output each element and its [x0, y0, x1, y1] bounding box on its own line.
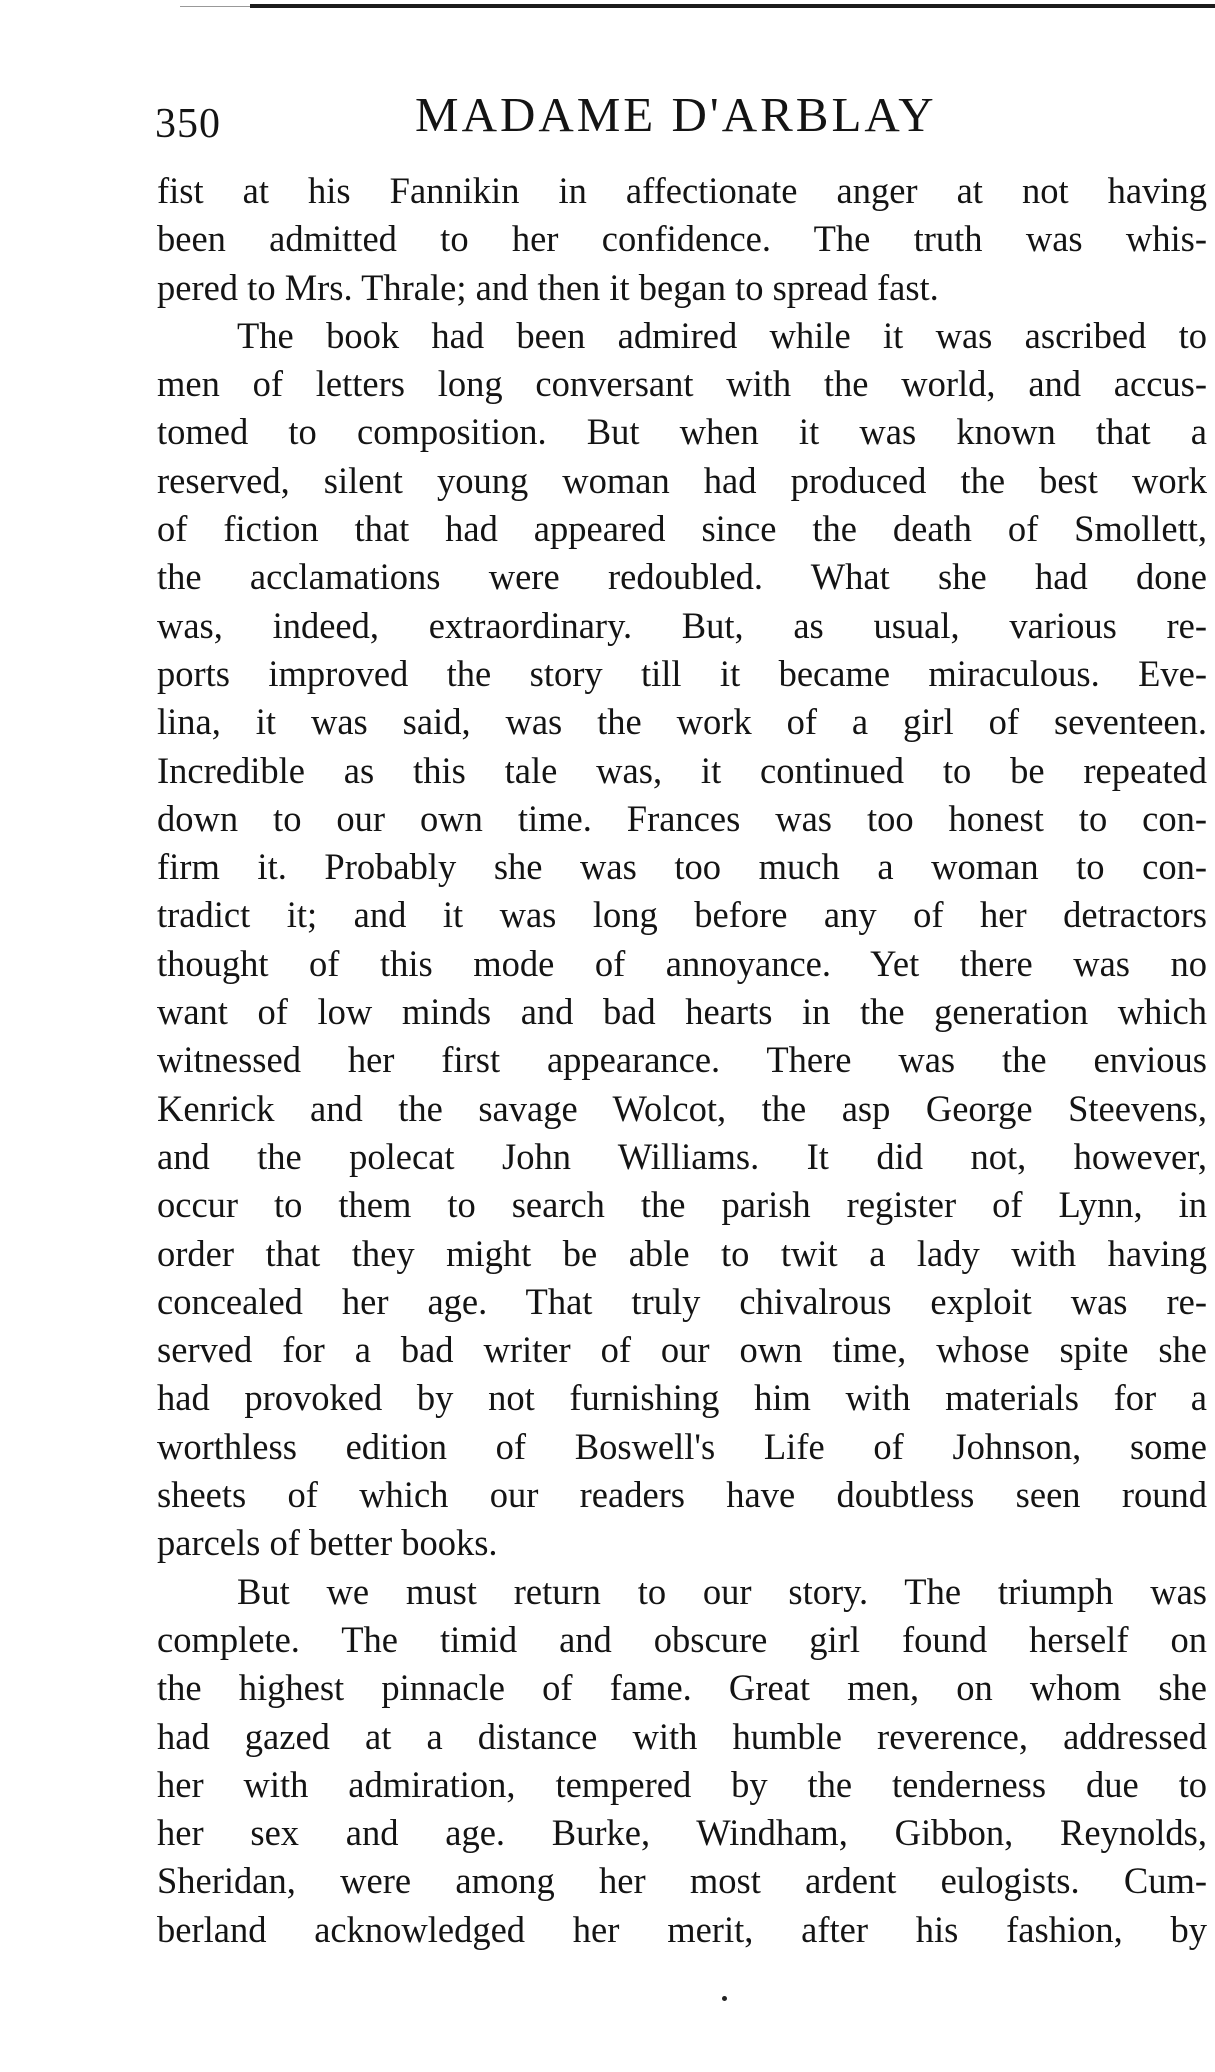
- running-title: MADAME D'ARBLAY: [415, 87, 937, 142]
- text-line: tomed to composition. But when it was known that a: [157, 411, 1207, 453]
- body-text: [157, 167, 1207, 1954]
- text-line: the highest pinnacle of fame. Great men, on whom she: [157, 1667, 1207, 1709]
- text-line: Incredible as this tale was, it continued to be repeated: [157, 749, 1207, 791]
- text-line: pered to Mrs. Thrale; and then it began to spread fast.: [157, 266, 939, 308]
- text-line: been admitted to her confidence. The truth was whis-: [157, 218, 1207, 260]
- text-line: thought of this mode of annoyance. Yet there was no: [157, 942, 1207, 984]
- text-line: lina, it was said, was the work of a girl of seventeen.: [157, 701, 1207, 743]
- text-line: The book had been admired while it was ascribed to: [237, 314, 1207, 356]
- text-line: tradict it; and it was long before any of her detractors: [157, 894, 1207, 936]
- text-line: ports improved the story till it became miraculous. Eve-: [157, 652, 1207, 694]
- text-line: her with admiration, tempered by the tenderness due to: [157, 1763, 1207, 1805]
- text-line: down to our own time. Frances was too honest to con-: [157, 797, 1207, 839]
- text-line: of fiction that had appeared since the death of Smollett,: [157, 508, 1207, 550]
- text-line: served for a bad writer of our own time, whose spite she: [157, 1329, 1207, 1371]
- text-line: complete. The timid and obscure girl found herself on: [157, 1618, 1207, 1660]
- text-line: her sex and age. Burke, Windham, Gibbon, Reynolds,: [157, 1812, 1207, 1854]
- text-line: concealed her age. That truly chivalrous exploit was re-: [157, 1280, 1207, 1322]
- text-line: men of letters long conversant with the world, and accus-: [157, 363, 1207, 405]
- text-line: witnessed her first appearance. There was the envious: [157, 1039, 1207, 1081]
- page-header: [155, 86, 1205, 146]
- text-line: Kenrick and the savage Wolcot, the asp George Steevens,: [157, 1087, 1207, 1129]
- top-rule: [250, 4, 1215, 8]
- text-line: reserved, silent young woman had produced the best work: [157, 459, 1207, 501]
- text-line: parcels of better books.: [157, 1522, 498, 1564]
- text-line: sheets of which our readers have doubtless seen round: [157, 1474, 1207, 1516]
- text-line: But we must return to our story. The triumph was: [237, 1570, 1207, 1612]
- text-line: occur to them to search the parish register of Lynn, in: [157, 1184, 1207, 1226]
- text-line: was, indeed, extraordinary. But, as usual, various re-: [157, 604, 1207, 646]
- page-number: 350: [155, 101, 221, 147]
- text-line: worthless edition of Boswell's Life of Johnson, some: [157, 1425, 1207, 1467]
- top-rule-thin: [180, 6, 250, 7]
- text-line: and the polecat John Williams. It did not, however,: [157, 1135, 1207, 1177]
- text-line: firm it. Probably she was too much a woman to con-: [157, 846, 1207, 888]
- text-line: had gazed at a distance with humble reverence, addressed: [157, 1715, 1207, 1757]
- text-line: the acclamations were redoubled. What she had done: [157, 556, 1207, 598]
- text-line: order that they might be able to twit a lady with having: [157, 1232, 1207, 1274]
- text-line: Sheridan, were among her most ardent eulogists. Cum-: [157, 1860, 1207, 1902]
- text-line: had provoked by not furnishing him with materials for a: [157, 1377, 1207, 1419]
- text-line: fist at his Fannikin in affectionate anger at not having: [157, 170, 1207, 211]
- text-line: want of low minds and bad hearts in the generation which: [157, 991, 1207, 1033]
- print-speck: [722, 1996, 727, 2001]
- text-line: berland acknowledged her merit, after his fashion, by: [157, 1908, 1207, 1950]
